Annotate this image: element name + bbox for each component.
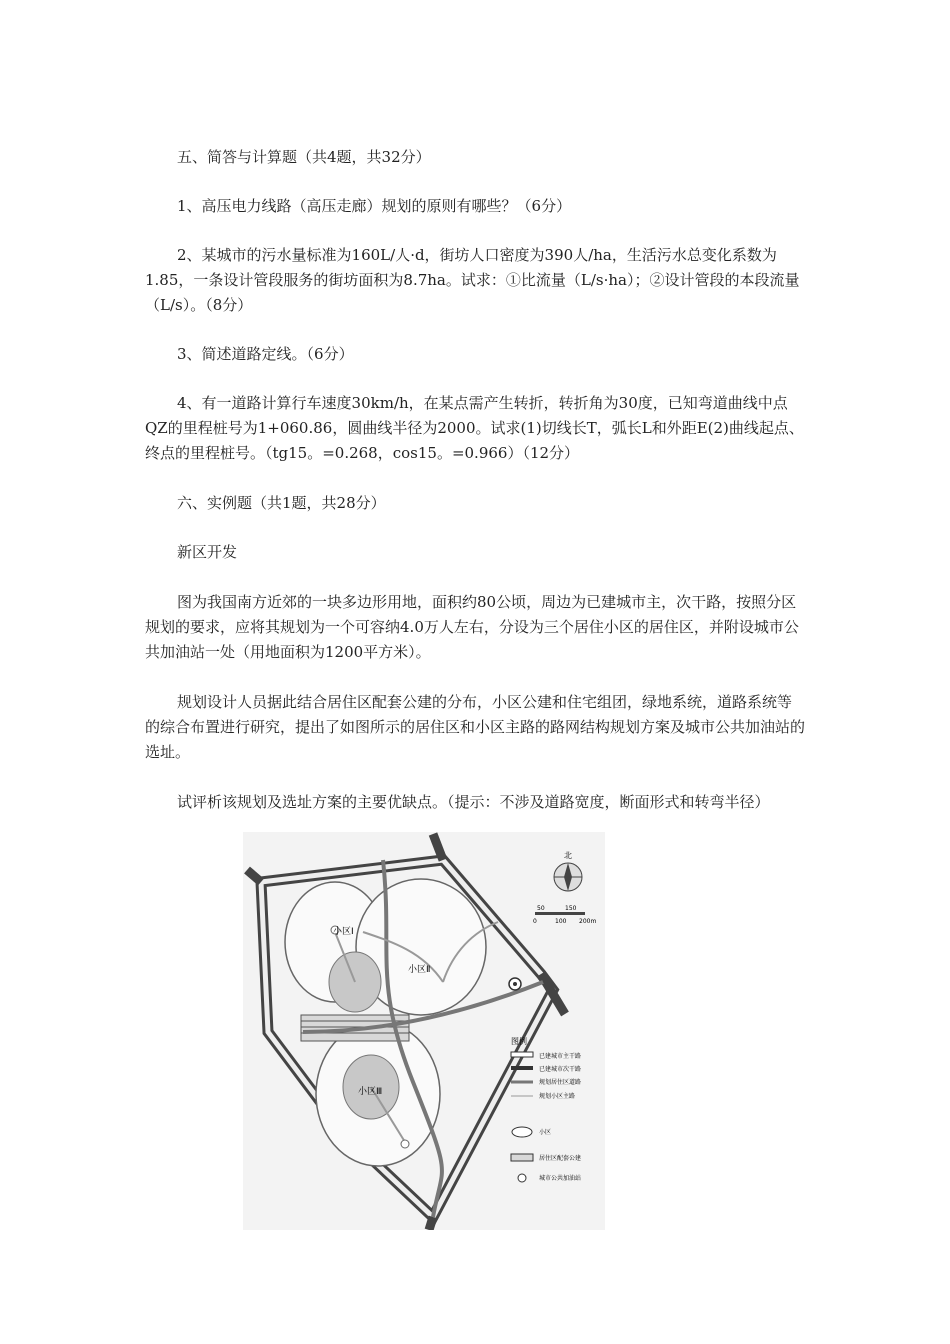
case-paragraph-1: 图为我国南方近郊的一块多边形用地，面积约80公顷，周边为已建城市主，次干路，按照分区规划的要求，应将其规划为一个可容纳4.0万人左右，分设为三个居住小区的居住区，并附设城市公共加油站一处（用地面积为1200平方米）。 — [145, 593, 799, 661]
zone-3-label: 小区Ⅲ — [358, 1087, 383, 1097]
scale-top-50: 50 — [537, 905, 545, 912]
road-south-stub — [429, 1217, 433, 1230]
legend-item-public-buildings: 居住区配套公建 — [539, 1155, 582, 1162]
north-label: 北 — [564, 851, 572, 860]
question-2: 2、某城市的污水量标准为160L/人·d，街坊人口密度为390人/ha，生活污水总变化系数为1.85，一条设计管段服务的街坊面积为8.7ha。试求：①比流量（L/s·ha）；②设计管段的本段流量（L/s）。（8分） — [145, 246, 800, 314]
zone-3-cul-de-sac — [401, 1140, 409, 1148]
legend-swatch-gas-station — [518, 1174, 526, 1182]
question-1: 1、高压电力线路（高压走廊）规划的原则有哪些？（6分） — [177, 197, 572, 215]
case-subtitle: 新区开发 — [177, 543, 238, 561]
legend-item-district-road: 规划居住区道路 — [539, 1079, 582, 1086]
scale-bottom-0: 0 — [533, 918, 537, 925]
question-3: 3、简述道路定线。（6分） — [177, 345, 354, 363]
legend-item-zone: 小区 — [539, 1129, 552, 1136]
case-paragraph-3: 试评析该规划及选址方案的主要优缺点。（提示：不涉及道路宽度，断面形式和转弯半径） — [177, 793, 770, 811]
legend-swatch-zone — [512, 1127, 532, 1137]
legend-item-gas-station: 城市公共加油站 — [539, 1175, 582, 1182]
scale-bottom-200m: 200m — [579, 918, 597, 925]
legend-swatch-main-road — [511, 1052, 533, 1057]
case-paragraph-2: 规划设计人员据此结合居住区配套公建的分布，小区公建和住宅组团，绿地系统，道路系统等的综合布置进行研究，提出了如图所示的居住区和小区主路的路网结构规划方案及城市公共加油站的选址。 — [145, 693, 806, 761]
legend-item-minor-road: 规划小区主路 — [539, 1093, 576, 1100]
section5-heading: 五、简答与计算题（共4题，共32分） — [177, 148, 431, 166]
legend-title: 图例 — [511, 1037, 527, 1046]
legend-item-main-road: 已建城市主干路 — [539, 1053, 582, 1060]
scale-top-150: 150 — [565, 905, 577, 912]
planning-map — [243, 832, 605, 1230]
question-4: 4、有一道路计算行车速度30km/h，在某点需产生转折，转折角为30度，已知弯道曲线中点QZ的里程桩号为1+060.86，圆曲线半径为2000。试求(1)切线长T，弧长L和外距E(2)曲线起点、终点的里程桩号。（tg15。=0.268，cos15。=0.966）（12分） — [145, 394, 804, 462]
section6-heading: 六、实例题（共1题，共28分） — [177, 494, 386, 512]
zone-2-label: 小区Ⅱ — [408, 965, 431, 975]
legend-swatch-public-buildings — [511, 1154, 533, 1161]
planning-map-figure — [243, 832, 605, 1230]
zone-1-label: 小区Ⅰ — [333, 927, 354, 937]
scale-bottom-100: 100 — [555, 918, 567, 925]
legend-swatch-secondary-road — [511, 1066, 533, 1070]
legend-item-secondary-road: 已建城市次干路 — [539, 1066, 582, 1073]
